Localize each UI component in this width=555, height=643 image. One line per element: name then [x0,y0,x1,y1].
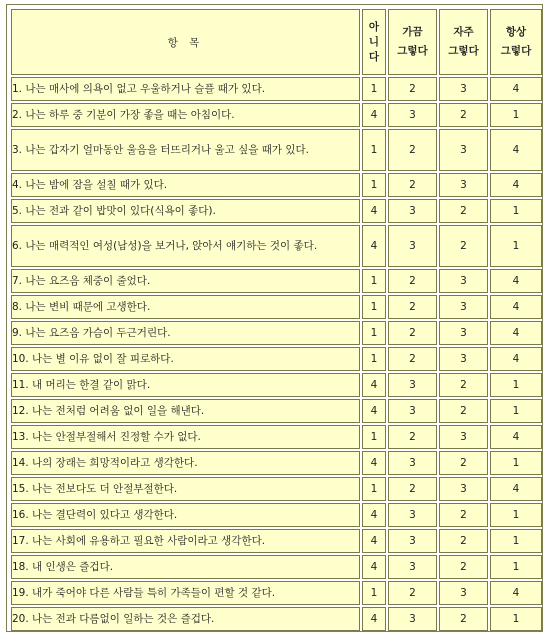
score-always: 1 [490,503,542,527]
score-always: 4 [490,129,542,171]
header-sometimes: 가끔 그렇다 [388,9,437,75]
table-row [11,103,542,127]
score-often: 3 [439,173,488,197]
question-text: 1. 나는 매사에 의욕이 없고 우울하거나 슬플 때가 있다. [11,77,360,101]
question-text: 11. 내 머리는 한결 같이 맑다. [11,373,360,397]
score-never: 4 [362,555,386,579]
header-item: 항 목 [11,9,360,75]
score-often: 2 [439,199,488,223]
score-always: 4 [490,173,542,197]
score-sometimes: 2 [388,129,437,171]
question-text: 19. 내가 죽어야 다른 사람들 특히 가족들이 편할 것 같다. [11,581,360,605]
score-always: 1 [490,199,542,223]
table-row [11,295,542,319]
score-never: 1 [362,425,386,449]
score-sometimes: 2 [388,477,437,501]
score-sometimes: 3 [388,451,437,475]
score-never: 1 [362,347,386,371]
score-never: 4 [362,399,386,423]
table-row [11,607,542,631]
score-sometimes: 3 [388,503,437,527]
header-row [11,9,542,75]
score-never: 4 [362,607,386,631]
table-row [11,77,542,101]
score-always: 1 [490,555,542,579]
score-sometimes: 3 [388,225,437,267]
score-often: 2 [439,503,488,527]
table-row [11,225,542,267]
score-often: 3 [439,477,488,501]
score-always: 1 [490,607,542,631]
score-sometimes: 3 [388,199,437,223]
score-often: 3 [439,129,488,171]
question-text: 20. 나는 전과 다름없이 일하는 것은 즐겁다. [11,607,360,631]
table-row [11,425,542,449]
question-text: 8. 나는 변비 때문에 고생한다. [11,295,360,319]
score-sometimes: 3 [388,555,437,579]
score-often: 2 [439,373,488,397]
score-always: 1 [490,399,542,423]
score-always: 1 [490,529,542,553]
score-never: 4 [362,451,386,475]
score-often: 2 [439,607,488,631]
table-row [11,173,542,197]
score-often: 3 [439,581,488,605]
question-text: 16. 나는 결단력이 있다고 생각한다. [11,503,360,527]
score-sometimes: 2 [388,321,437,345]
score-always: 4 [490,581,542,605]
score-often: 2 [439,225,488,267]
score-always: 1 [490,373,542,397]
score-sometimes: 2 [388,77,437,101]
header-never: 아 니 다 [362,9,386,75]
score-sometimes: 2 [388,295,437,319]
table-row [11,373,542,397]
score-never: 4 [362,103,386,127]
score-never: 4 [362,199,386,223]
score-never: 1 [362,477,386,501]
score-never: 4 [362,373,386,397]
question-text: 10. 나는 별 이유 없이 잘 피로하다. [11,347,360,371]
header-often: 자주 그렇다 [439,9,488,75]
question-text: 18. 내 인생은 즐겁다. [11,555,360,579]
score-sometimes: 2 [388,581,437,605]
table-row [11,399,542,423]
table-row [11,199,542,223]
score-often: 2 [439,103,488,127]
table-row [11,129,542,171]
score-often: 3 [439,347,488,371]
score-often: 3 [439,321,488,345]
score-often: 2 [439,555,488,579]
table-row [11,529,542,553]
table-row [11,321,542,345]
survey-table [9,7,544,633]
score-never: 1 [362,77,386,101]
question-text: 15. 나는 전보다도 더 안절부절한다. [11,477,360,501]
score-always: 1 [490,225,542,267]
question-text: 7. 나는 요즈음 체중이 줄었다. [11,269,360,293]
score-always: 1 [490,451,542,475]
score-sometimes: 3 [388,103,437,127]
table-row [11,451,542,475]
score-never: 4 [362,503,386,527]
score-never: 1 [362,173,386,197]
score-sometimes: 3 [388,373,437,397]
score-often: 2 [439,451,488,475]
table-row [11,555,542,579]
score-sometimes: 2 [388,347,437,371]
score-often: 3 [439,295,488,319]
question-text: 4. 나는 밤에 잠을 설칠 때가 있다. [11,173,360,197]
score-never: 1 [362,321,386,345]
table-row [11,269,542,293]
score-never: 1 [362,269,386,293]
score-sometimes: 3 [388,529,437,553]
table-row [11,503,542,527]
score-sometimes: 2 [388,425,437,449]
score-always: 1 [490,103,542,127]
score-always: 4 [490,477,542,501]
table-row [11,581,542,605]
score-always: 4 [490,425,542,449]
score-sometimes: 3 [388,399,437,423]
question-text: 12. 나는 전처럼 어려움 없이 일을 해낸다. [11,399,360,423]
score-always: 4 [490,347,542,371]
score-always: 4 [490,77,542,101]
score-always: 4 [490,321,542,345]
score-always: 4 [490,295,542,319]
question-text: 17. 나는 사회에 유용하고 필요한 사람이라고 생각한다. [11,529,360,553]
question-text: 3. 나는 갑자기 얼마동안 울음을 터뜨리거나 울고 싶을 때가 있다. [11,129,360,171]
question-text: 2. 나는 하루 중 기분이 가장 좋을 때는 아침이다. [11,103,360,127]
score-often: 3 [439,425,488,449]
score-sometimes: 3 [388,607,437,631]
score-often: 2 [439,529,488,553]
question-text: 5. 나는 전과 같이 밥맛이 있다(식욕이 좋다). [11,199,360,223]
question-text: 14. 나의 장래는 희망적이라고 생각한다. [11,451,360,475]
question-text: 6. 나는 매력적인 여성(남성)을 보거나, 앉아서 얘기하는 것이 좋다. [11,225,360,267]
score-never: 4 [362,225,386,267]
score-never: 1 [362,295,386,319]
header-always: 항상 그렇다 [490,9,542,75]
table-row [11,477,542,501]
score-never: 1 [362,581,386,605]
question-text: 9. 나는 요즈음 가슴이 두근거린다. [11,321,360,345]
score-never: 1 [362,129,386,171]
score-often: 3 [439,269,488,293]
survey-body [11,77,542,631]
question-text: 13. 나는 안절부절해서 진정할 수가 없다. [11,425,360,449]
score-sometimes: 2 [388,173,437,197]
score-always: 4 [490,269,542,293]
score-never: 4 [362,529,386,553]
score-often: 2 [439,399,488,423]
score-sometimes: 2 [388,269,437,293]
score-often: 3 [439,77,488,101]
table-row [11,347,542,371]
survey-frame [6,4,543,632]
